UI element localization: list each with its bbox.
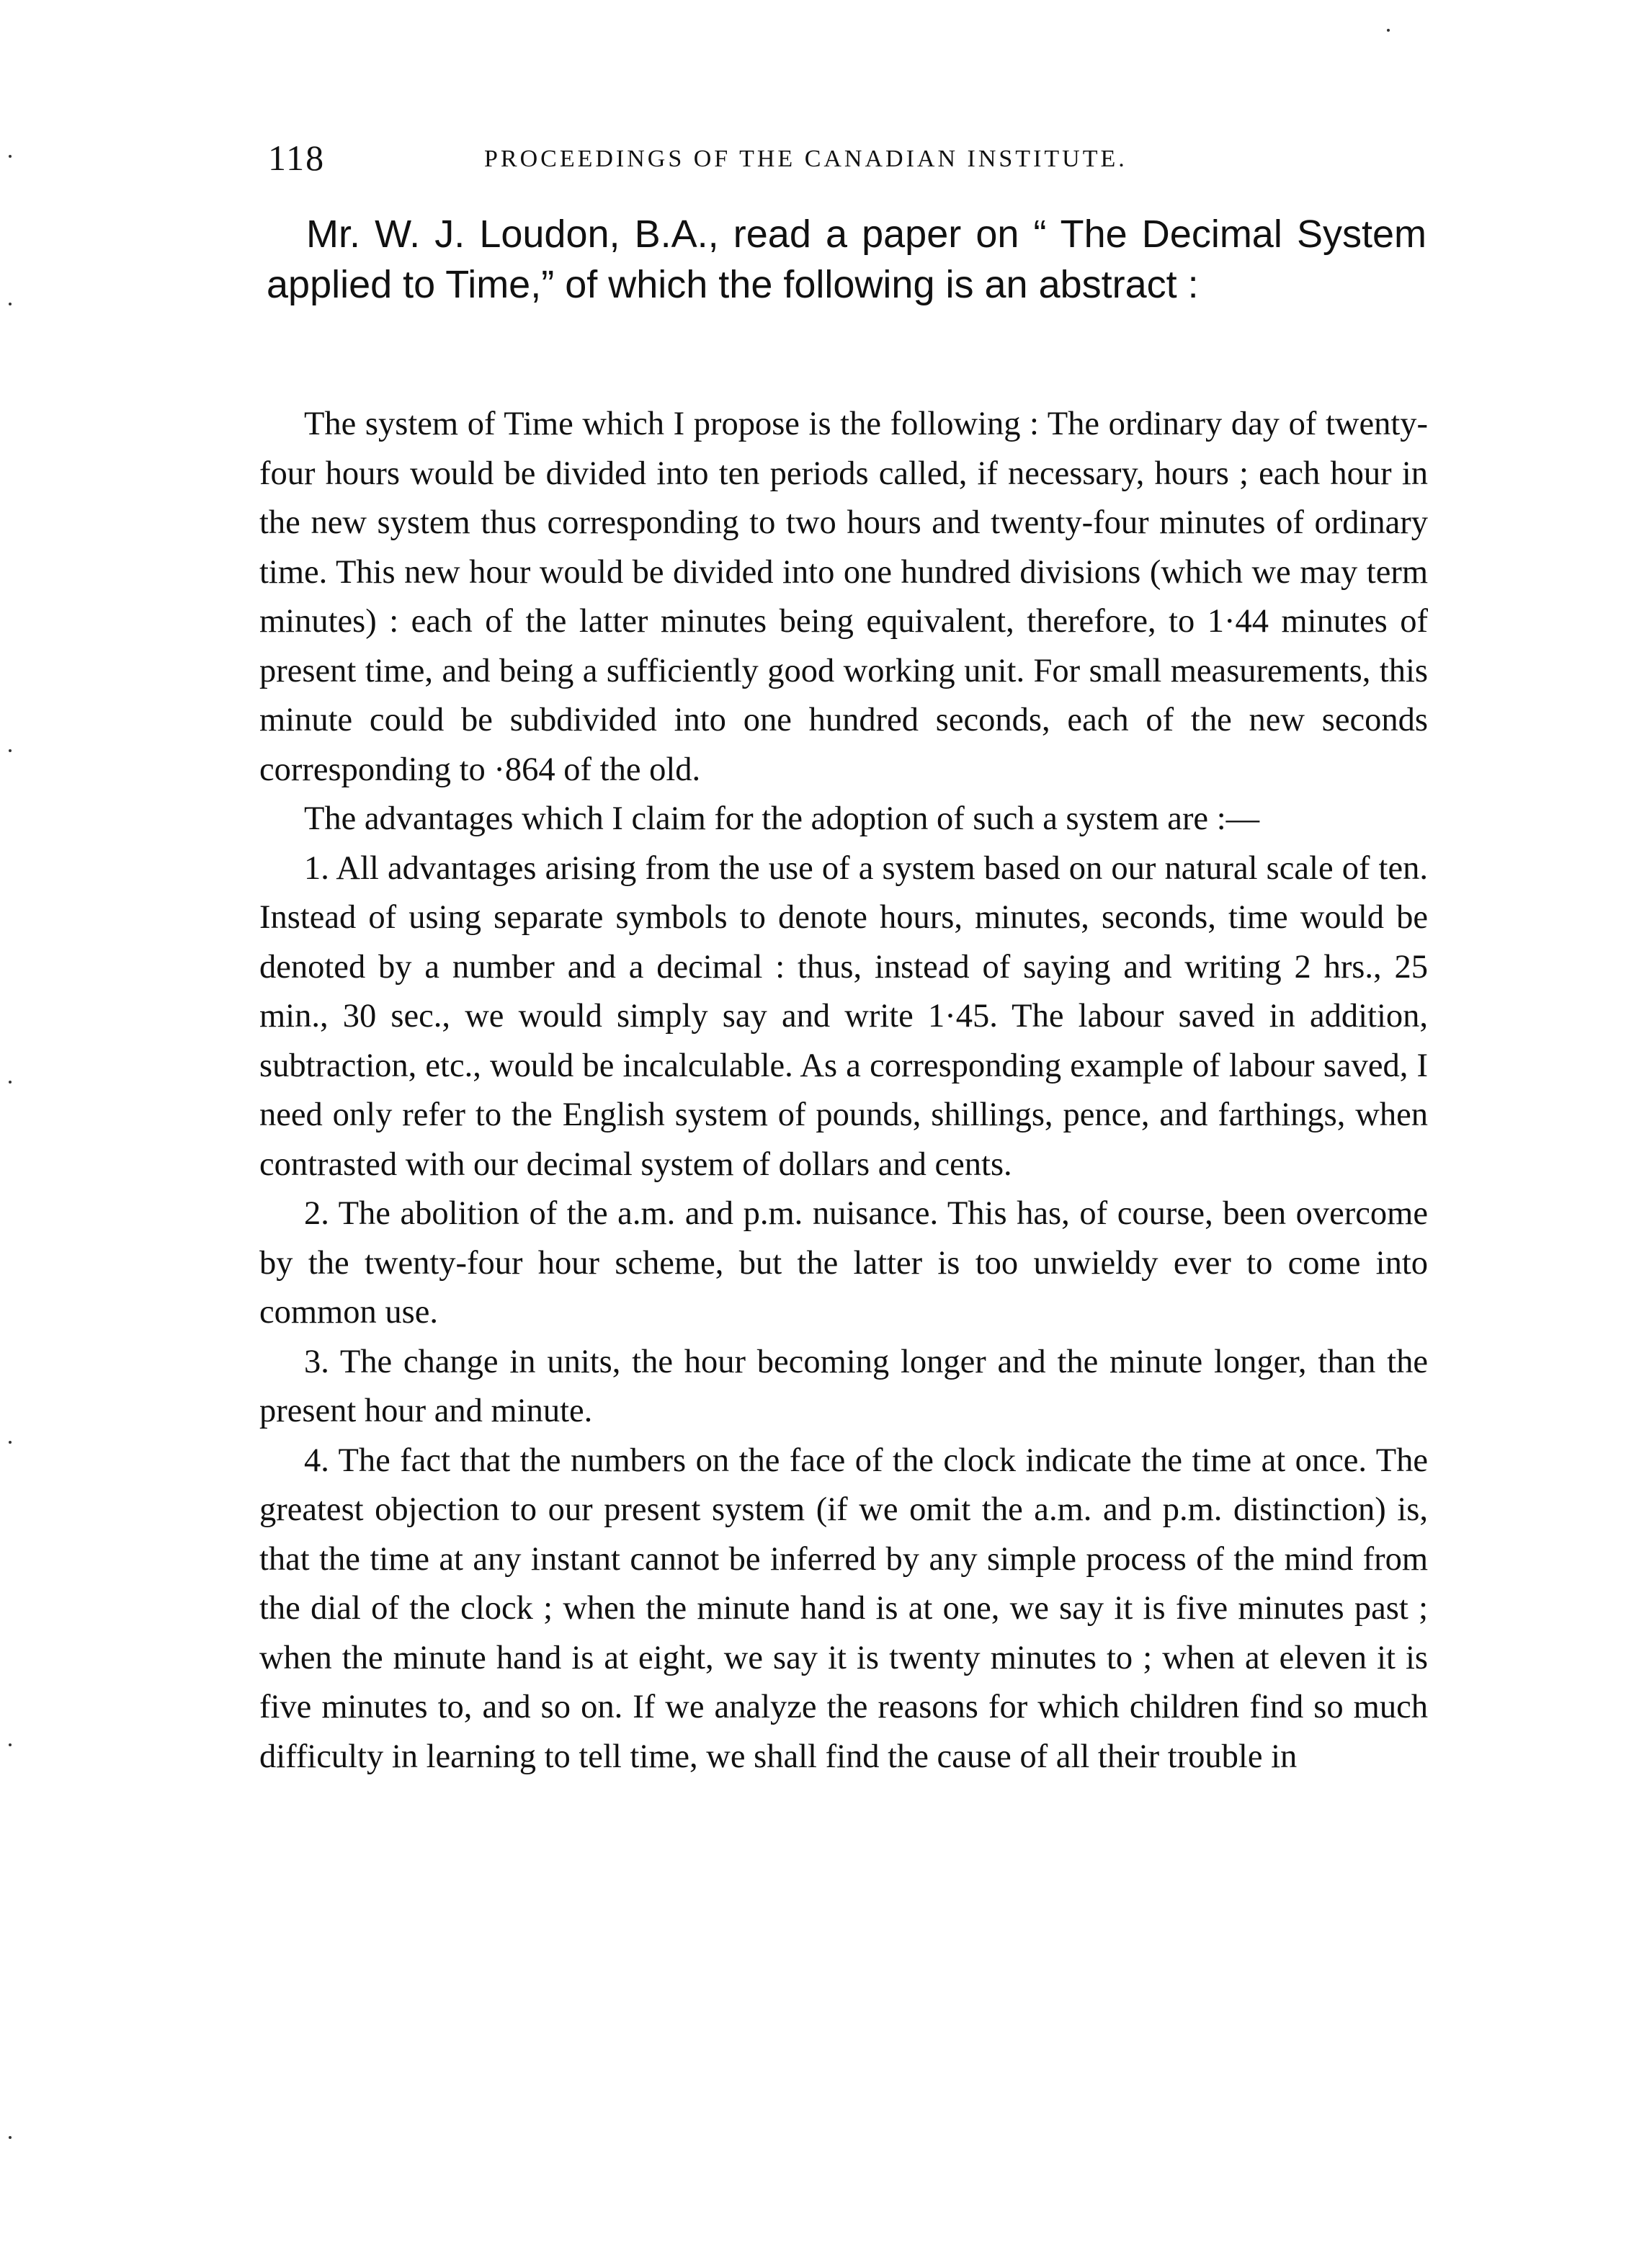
paragraph-advantage-3: 3. The change in units, the hour becoming longer and the minute longer, than the present hour and minute.: [259, 1343, 1428, 1429]
scan-speck: [9, 303, 12, 305]
scan-speck: [9, 2136, 12, 2139]
scan-speck: [9, 1081, 12, 1084]
abstract-body: [259, 400, 1428, 1782]
scan-speck: [1387, 29, 1390, 32]
page-number: 118: [268, 138, 326, 178]
scan-speck: [9, 1743, 12, 1746]
paragraph-system-description: The system of Time which I propose is the following : The ordinary day of twenty-four hours would be divided into ten periods called, if necessary, hours ; each hour in the new system thus corresponding to two hours and twenty-four minutes of ordinary time. This new hour would be divided into one hundred divisions (which we may term minutes) : each of the latter minutes being equivalent, therefore, to 1·44 minutes of present time, and being a sufficiently good working unit. For small measurements, this minute could be subdivided into one hundred seconds, each of the new seconds corresponding to ·864 of the old.: [259, 406, 1428, 788]
paragraph-advantages-intro: The advantages which I claim for the adoption of such a system are :—: [304, 800, 1260, 837]
paragraph-advantage-4: 4. The fact that the numbers on the face of the clock indicate the time at once. The greatest objection to our present system (if we omit the a.m. and p.m. distinction) is, that the time at any instant cannot be inferred by any simple process of the mind from the dial of the clock ; when the minute hand is at one, we say it is five minutes past ; when the minute hand is at eight, we say it is twenty minutes to ; when at eleven it is five minutes to, and so on. If we analyze the reasons for which children find so much difficulty in learning to tell time, we shall find the cause of all their trouble in: [259, 1442, 1428, 1775]
scan-speck: [9, 155, 12, 158]
journal-title: PROCEEDINGS OF THE CANADIAN INSTITUTE.: [484, 146, 1128, 172]
scan-speck: [9, 1441, 12, 1444]
running-head: [268, 137, 1428, 187]
paragraph-advantage-2: 2. The abolition of the a.m. and p.m. nuisance. This has, of course, been overcome by the twenty-four hour scheme, but the latter is too unwieldy ever to come into common use.: [259, 1195, 1428, 1331]
paragraph-advantage-1: 1. All advantages arising from the use of a system based on our natural scale of ten. Instead of using separate symbols to denote hours, minutes, seconds, time would be denoted by a number and a decimal : thus, instead of saying and writing 2 hrs., 25 min., 30 sec., we would simply say and write 1·45. The labour saved in addition, subtraction, etc., would be incalculable. As a corresponding example of labour saved, I need only refer to the English system of pounds, shillings, pence, and farthings, when contrasted with our decimal system of dollars and cents.: [259, 849, 1428, 1183]
scan-speck: [9, 749, 12, 752]
intro-paragraph: Mr. W. J. Loudon, B.A., read a paper on “ The Decimal System applied to Time,” of which the following is an abstract :: [267, 213, 1426, 306]
